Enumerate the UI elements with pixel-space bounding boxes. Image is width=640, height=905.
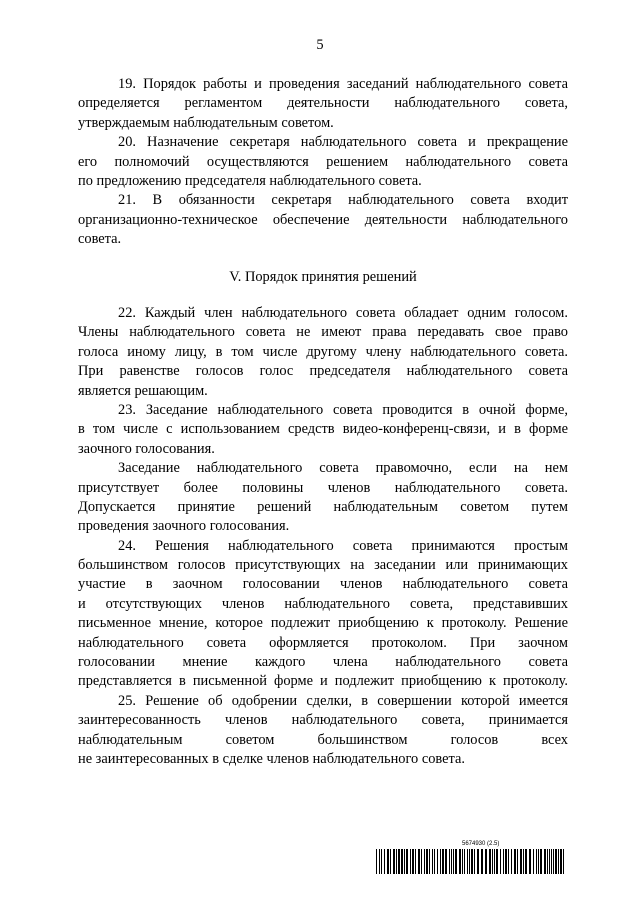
barcode-bar [429, 849, 430, 874]
text-line: Допускается принятие решений наблюдательным советом путем [78, 498, 568, 515]
barcode-bar [529, 849, 531, 874]
barcode-bar [514, 849, 516, 874]
barcode-bar [496, 849, 498, 874]
barcode-bar [500, 849, 501, 874]
text-line: 24. Решения наблюдательного совета принимаются простым [118, 537, 568, 554]
barcode-label: 5674930 (2.5) [462, 841, 500, 847]
text-block [78, 268, 568, 287]
text-line: определяется регламентом деятельности наблюдательного совета, [78, 95, 568, 112]
barcode-bar [489, 849, 491, 874]
barcode-bar [404, 849, 405, 874]
barcode-bar [471, 849, 473, 874]
text-line: наблюдательным советом большинством голосов всех [78, 731, 568, 748]
barcode-bar [379, 849, 380, 874]
barcode-bar [549, 849, 550, 874]
barcode-bar [558, 849, 559, 874]
barcode-bar [459, 849, 461, 874]
barcode-bar [437, 849, 438, 874]
barcode-bar [560, 849, 562, 874]
barcode-bar [418, 849, 420, 874]
barcode-bar [434, 849, 435, 874]
text-line: его полномочий осуществляются решением наблюдательного совета [78, 153, 568, 170]
text-line: совета. [78, 231, 122, 248]
text-line: голосовании мнение каждого члена наблюдательного совета [78, 654, 568, 671]
text-line: наблюдательного совета оформляется протоколом. При заочном [78, 634, 568, 651]
barcode-bar [551, 849, 552, 874]
barcode-bar [426, 849, 428, 874]
barcode-bar [503, 849, 504, 874]
barcode-bar [396, 849, 397, 874]
text-line: Члены наблюдательного совета не имеют права передавать свое право [78, 324, 568, 341]
barcode-bar [410, 849, 411, 874]
barcode-bar [449, 849, 450, 874]
text-line: является решающим. [78, 382, 208, 399]
barcode-bar [492, 849, 493, 874]
text-line: Заседание наблюдательного совета правомочно, если на нем [118, 460, 568, 477]
text-line: участие в заочном голосовании членов наблюдательного совета [78, 576, 568, 593]
barcode-bar [445, 849, 447, 874]
barcode-bar [432, 849, 433, 874]
text-line: голоса иному лицу, в том числе другому члену наблюдательного совета. [78, 343, 568, 360]
barcode-bar [469, 849, 470, 874]
barcode-bar [517, 849, 518, 874]
text-line: и отсутствующих членов наблюдательного совета, представивших [78, 595, 568, 612]
barcode-bar [494, 849, 495, 874]
barcode-bar [393, 849, 395, 874]
text-line: не заинтересованных в сделке членов наблюдательного совета. [78, 750, 465, 767]
text-line: организационно-техническое обеспечение деятельности наблюдательного [78, 211, 568, 228]
text-line: большинством голосов присутствующих на заседании или принимающих [78, 557, 568, 574]
barcode-bar [511, 849, 512, 874]
barcode-bar [424, 849, 425, 874]
text-line: по предложению председателя наблюдательного совета. [78, 172, 422, 189]
barcode-bar [376, 849, 377, 874]
barcode-bar [381, 849, 382, 874]
barcode-bar [536, 849, 537, 874]
text-line: 25. Решение об одобрении сделки, в совершении которой имеется [118, 692, 568, 709]
barcode-bar [442, 849, 444, 874]
barcode-bar [477, 849, 479, 874]
barcode-bar [547, 849, 548, 874]
text-line: присутствует более половины членов наблюдательного совета. [78, 479, 568, 496]
barcode-bar [398, 849, 400, 874]
barcode-bar [520, 849, 522, 874]
text-block [78, 304, 568, 769]
text-line: представляется в письменной форме и подлежит приобщению к протоколу. [78, 673, 568, 690]
barcode-bar [384, 849, 385, 874]
text-line: 23. Заседание наблюдательного совета проводится в очной форме, [118, 401, 568, 418]
barcode-bar [485, 849, 487, 874]
text-line: При равенстве голосов голос председателя наблюдательного совета [78, 363, 568, 380]
barcode-bar [462, 849, 463, 874]
text-line: утверждаемым наблюдательным советом. [78, 114, 334, 131]
barcode-bar [412, 849, 414, 874]
text-block [78, 75, 568, 250]
barcode-bar [455, 849, 457, 874]
barcode-bar [401, 849, 403, 874]
barcode-bar [451, 849, 452, 874]
barcode-bar [440, 849, 441, 874]
text-line: 20. Назначение секретаря наблюдательного совета и прекращение [118, 134, 568, 151]
text-line: проведения заочного голосования. [78, 518, 290, 535]
text-line: заинтересованность членов наблюдательного совета, принимается [78, 712, 568, 729]
barcode-bar [540, 849, 542, 874]
text-line: 22. Каждый член наблюдательного совета обладает одним голосом. [118, 305, 568, 321]
barcode-bar [508, 849, 509, 874]
section-heading: V. Порядок принятия решений [229, 269, 417, 285]
page-number: 5 [316, 37, 324, 53]
barcode-bar [415, 849, 416, 874]
barcode-bar [474, 849, 475, 874]
barcode-bar [467, 849, 468, 874]
barcode-bar [387, 849, 389, 874]
text-line: письменное мнение, которое подлежит приобщению к протоколу. Решение [78, 615, 568, 632]
barcode-bar [533, 849, 534, 874]
barcode-bar [563, 849, 564, 874]
barcode-bar [406, 849, 408, 874]
text-line: заочного голосования. [78, 440, 215, 457]
barcode-bar [464, 849, 465, 874]
barcode-bar [421, 849, 422, 874]
barcode-bar [525, 849, 527, 874]
barcode-bar [544, 849, 546, 874]
barcode-bar [555, 849, 557, 874]
barcode-bar [481, 849, 483, 874]
text-line: в том числе с использованием средств видео-конференц-связи, и в форме [78, 421, 568, 438]
text-line: 19. Порядок работы и проведения заседаний наблюдательного совета [118, 76, 568, 92]
barcode-bar [505, 849, 507, 874]
barcode-bar [538, 849, 539, 874]
barcode-image [376, 849, 566, 874]
barcode-bar [453, 849, 454, 874]
barcode-bar [390, 849, 391, 874]
text-line: 21. В обязанности секретаря наблюдательного совета входит [118, 192, 568, 209]
barcode-bar [553, 849, 554, 874]
barcode-bar [523, 849, 524, 874]
